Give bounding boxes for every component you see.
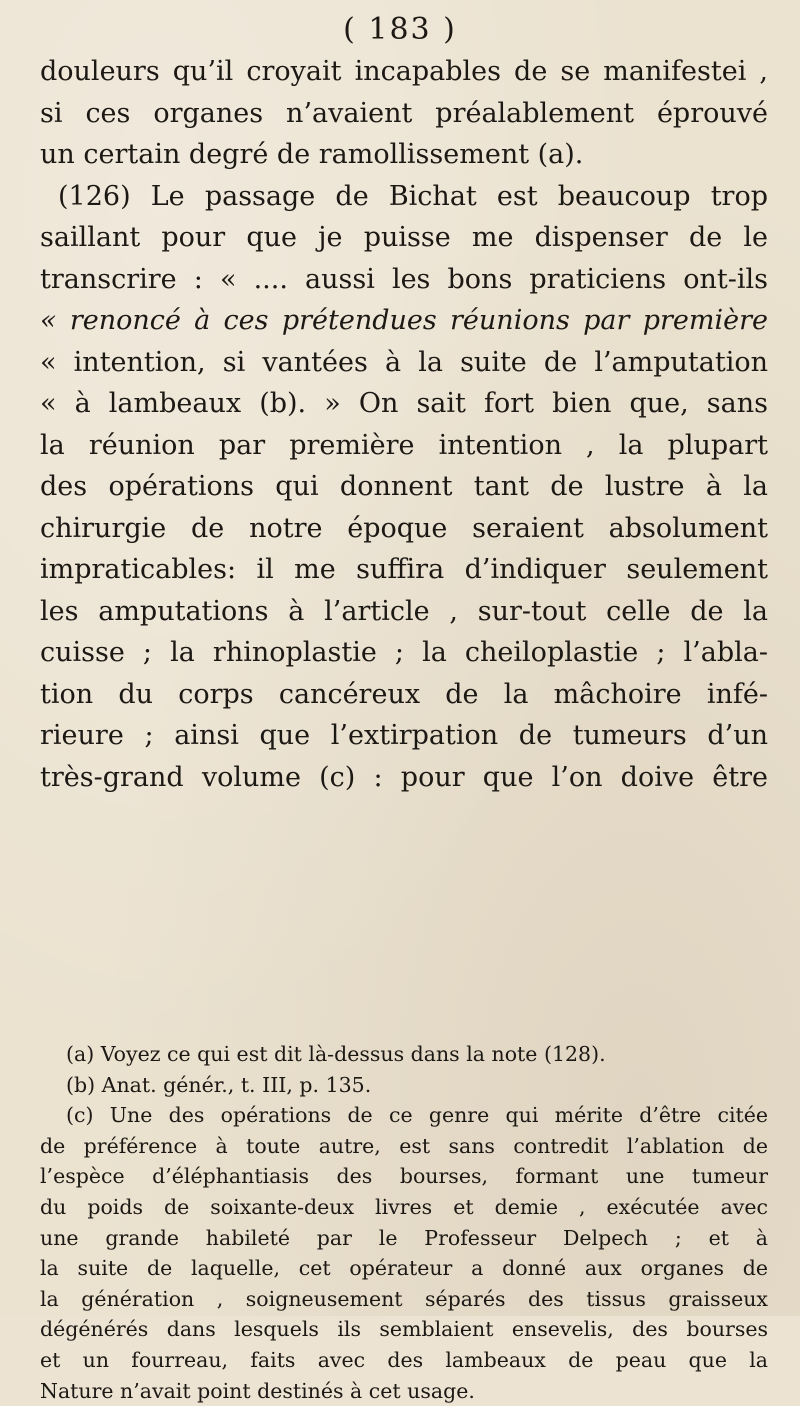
body-line-6: transcrire : « .... aussi les bons praticiens ont-ils (40, 263, 768, 295)
body-line-14: les amputations à l’article , sur-tout celle de la (40, 595, 768, 627)
footnote-c-line-1: (c) Une des opérations de ce genre qui mérite d’être citée (66, 1103, 768, 1128)
body-line-10: la réunion par première intention , la plupart (40, 429, 768, 461)
footnote-c-line-9: et un fourreau, faits avec des lambeaux de peau que la (40, 1347, 768, 1372)
body-line-4: (126) Le passage de Bichat est beaucoup trop (58, 180, 768, 212)
footnote-c-line-8: dégénérés dans lesquels ils semblaient ensevelis, des bourses (40, 1317, 768, 1342)
body-line-17: rieure ; ainsi que l’extirpation de tumeurs d’un (40, 720, 768, 751)
footnote-c-line-2: de préférence à toute autre, est sans contredit l’ablation de (40, 1133, 768, 1158)
body-line-5: saillant pour que je puisse me dispenser de le (40, 222, 768, 253)
body-line-3: un certain degré de ramollissement (a). (40, 139, 584, 170)
body-line-9: « à lambeaux (b). » On sait fort bien que, sans (40, 388, 768, 419)
body-line-16: tion du corps cancéreux de la mâchoire infé- (40, 678, 768, 710)
footnote-a: (a) Voyez ce qui est dit là-dessus dans la note (128). (66, 1042, 606, 1066)
footnote-c-line-5: une grande habileté par le Professeur Delpech ; et à (40, 1225, 768, 1250)
body-line-11: des opérations qui donnent tant de lustre à la (40, 471, 768, 502)
body-line-7: « renoncé à ces prétendues réunions par première (40, 305, 768, 336)
body-line-13: impraticables: il me suffira d’indiquer seulement (40, 554, 768, 585)
footnotes (40, 1039, 768, 1406)
footnote-c-line-7: la génération , soigneusement séparés des tissus graisseux (40, 1286, 768, 1311)
footnote-c-line-3: l’espèce d’éléphantiasis des bourses, formant une tumeur (40, 1164, 768, 1189)
body-line-8: « intention, si vantées à la suite de l’amputation (40, 346, 768, 378)
footnote-c-line-6: la suite de laquelle, cet opérateur a donné aux organes de (40, 1256, 768, 1281)
footnote-b: (b) Anat. génér., t. III, p. 135. (66, 1072, 372, 1097)
footnote-c-line-10: Nature n’avait point destinés à cet usage. (40, 1378, 475, 1403)
page-number: ( 183 ) (343, 12, 457, 47)
body-line-18: très-grand volume (c) : pour que l’on doive être (40, 761, 768, 793)
body-line-2: si ces organes n’avaient préalablement éprouvé (40, 97, 768, 129)
body-line-12: chirurgie de notre époque seraient absolument (40, 512, 768, 544)
body-line-1: douleurs qu’il croyait incapables de se manifestei , (40, 56, 768, 87)
footnote-c-line-4: du poids de soixante-deux livres et demie , exécutée avec (40, 1194, 768, 1219)
main-text (40, 51, 768, 798)
body-line-15: cuisse ; la rhinoplastie ; la cheiloplastie ; l’abla- (40, 637, 768, 668)
